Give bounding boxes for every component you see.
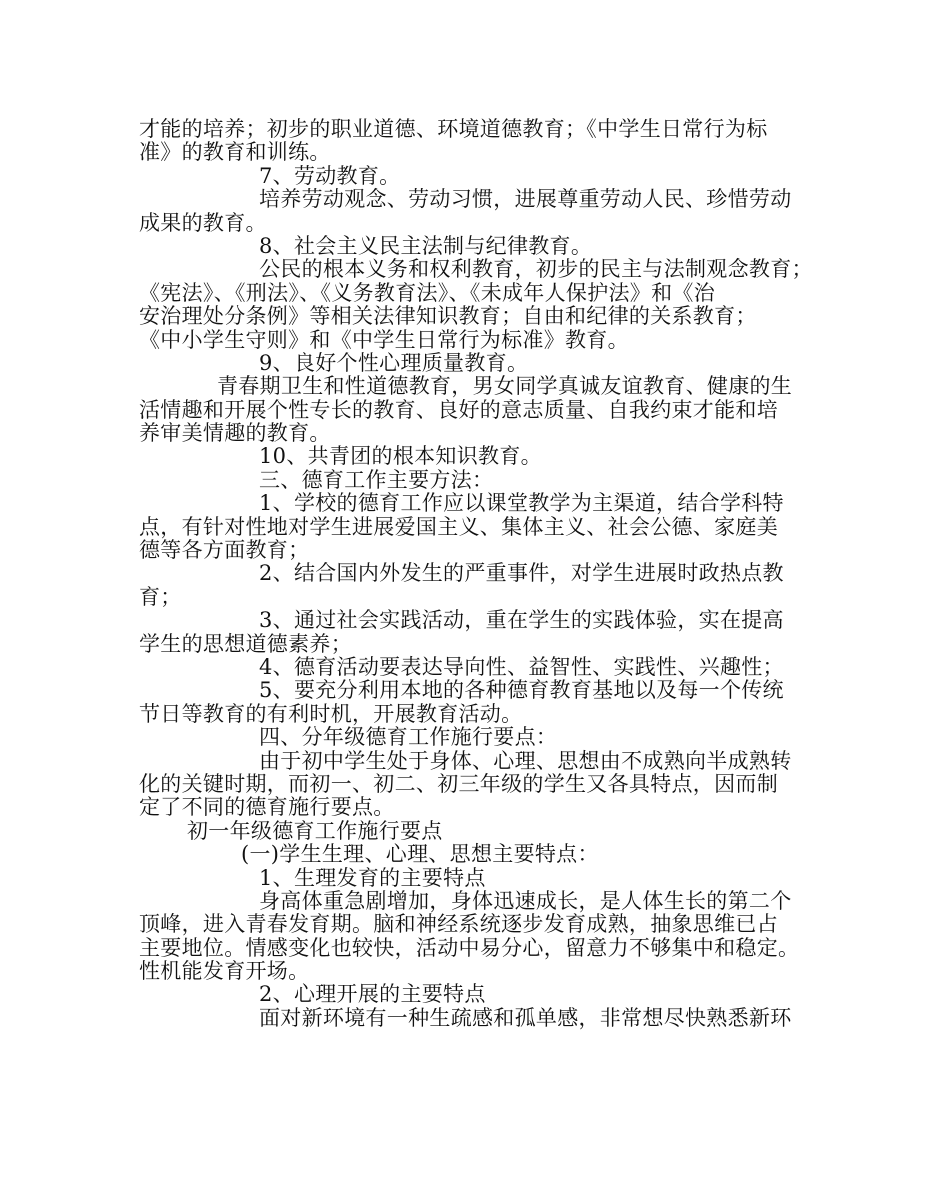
section-heading: 初一年级德育工作施行要点	[187, 818, 443, 843]
document-body	[139, 118, 829, 1030]
text-line: 性机能发育开场。	[139, 959, 310, 984]
text-line: 养审美情趣的教育。	[139, 421, 331, 446]
section-heading: 8、社会主义民主法制与纪律教育。	[259, 233, 593, 258]
section-heading: 1、生理发育的主要特点	[259, 865, 486, 890]
section-heading: 三、德育工作主要方法：	[259, 467, 494, 492]
text-line: 定了不同的德育施行要点。	[139, 795, 395, 820]
text-line: 2、结合国内外发生的严重事件，对学生进展时政热点教	[259, 561, 784, 586]
text-line: 活情趣和开展个性专长的教育、良好的意志质量、自我约束才能和培	[139, 397, 778, 422]
text-line: 顶峰，进入青春发育期。脑和神经系统逐步发育成熟，抽象思维已占	[139, 912, 778, 937]
text-line: 德等各方面教育；	[139, 538, 310, 563]
text-line: 培养劳动观念、劳动习惯，进展尊重劳动人民、珍惜劳动	[259, 187, 792, 212]
text-line: 学生的思想道德素养；	[139, 631, 352, 656]
text-line: 育；	[139, 584, 182, 609]
section-heading: 2、心理开展的主要特点	[259, 982, 486, 1007]
text-line: 成果的教育。	[139, 210, 267, 235]
text-line: 1、学校的德育工作应以课堂教学为主渠道，结合学科特	[259, 491, 784, 516]
section-heading: 7、劳动教育。	[259, 163, 401, 188]
text-line: 主要地位。情感变化也较快，活动中易分心，留意力不够集中和稳定。	[139, 935, 800, 960]
text-line: 化的关键时期，而初一、初二、初三年级的学生又各具特点，因而制	[139, 771, 778, 796]
text-line: 面对新环境有一种生疏感和孤单感，非常想尽快熟悉新环	[259, 1005, 792, 1030]
text-line: 点，有针对性地对学生进展爱国主义、集体主义、社会公德、家庭美	[139, 514, 778, 539]
section-heading: (一)学生生理、心理、思想主要特点：	[241, 842, 599, 867]
text-line: 身高体重急剧增加，身体迅速成长，是人体生长的第二个	[259, 888, 792, 913]
text-line: 由于初中学生处于身体、心理、思想由不成熟向半成熟转	[259, 748, 792, 773]
text-line: 准》的教育和训练。	[139, 140, 331, 165]
text-line: 才能的培养；初步的职业道德、环境道德教育；《中学生日常行为标	[139, 117, 768, 141]
section-heading: 9、良好个性心理质量教育。	[259, 350, 529, 375]
text-line: 《中小学生守则》和《中学生日常行为标准》教育。	[139, 327, 629, 352]
text-line: 公民的根本义务和权利教育，初步的民主与法制观念教育；	[259, 257, 813, 282]
section-heading: 10、共青团的根本知识教育。	[259, 444, 542, 469]
text-line: 安治理处分条例》等相关法律知识教育；自由和纪律的关系教育；	[139, 304, 757, 329]
text-line: 3、通过社会实践活动，重在学生的实践体验，实在提高	[259, 608, 784, 633]
text-line: 青春期卫生和性道德教育，男女同学真诚友谊教育、健康的生	[217, 374, 793, 399]
text-line: 节日等教育的有利时机，开展教育活动。	[139, 701, 523, 726]
text-line: 《宪法》、《刑法》、《义务教育法》、《未成年人保护法》和《治	[139, 280, 715, 305]
section-heading: 四、分年级德育工作施行要点：	[259, 725, 558, 750]
text-line: 5、要充分利用本地的各种德育教育基地以及每一个传统	[259, 678, 784, 703]
text-line: 4、德育活动要表达导向性、益智性、实践性、兴趣性；	[259, 654, 784, 679]
